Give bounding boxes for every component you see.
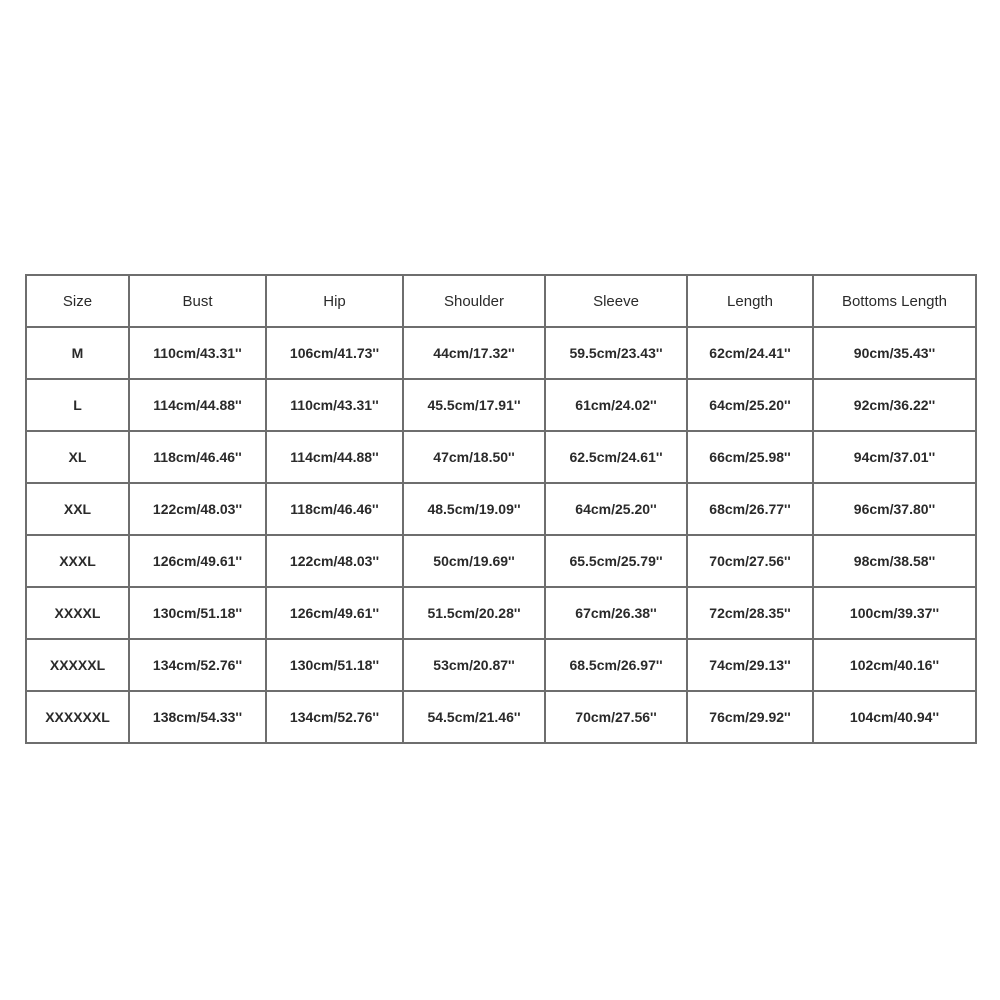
cell-shoulder: 47cm/18.50'' bbox=[403, 431, 545, 483]
cell-length: 68cm/26.77'' bbox=[687, 483, 813, 535]
cell-size: L bbox=[26, 379, 129, 431]
cell-bust: 130cm/51.18'' bbox=[129, 587, 266, 639]
cell-bottoms-length: 92cm/36.22'' bbox=[813, 379, 976, 431]
size-chart-body bbox=[26, 327, 976, 743]
header-bust: Bust bbox=[129, 275, 266, 327]
table-row bbox=[26, 587, 976, 639]
size-chart-header bbox=[26, 275, 976, 327]
header-hip: Hip bbox=[266, 275, 403, 327]
cell-hip: 114cm/44.88'' bbox=[266, 431, 403, 483]
cell-size: XL bbox=[26, 431, 129, 483]
cell-bust: 134cm/52.76'' bbox=[129, 639, 266, 691]
cell-length: 70cm/27.56'' bbox=[687, 535, 813, 587]
cell-shoulder: 44cm/17.32'' bbox=[403, 327, 545, 379]
cell-size: XXXXXXL bbox=[26, 691, 129, 743]
cell-shoulder: 51.5cm/20.28'' bbox=[403, 587, 545, 639]
cell-bust: 118cm/46.46'' bbox=[129, 431, 266, 483]
cell-length: 74cm/29.13'' bbox=[687, 639, 813, 691]
cell-sleeve: 59.5cm/23.43'' bbox=[545, 327, 687, 379]
cell-sleeve: 61cm/24.02'' bbox=[545, 379, 687, 431]
cell-hip: 130cm/51.18'' bbox=[266, 639, 403, 691]
cell-shoulder: 53cm/20.87'' bbox=[403, 639, 545, 691]
header-length: Length bbox=[687, 275, 813, 327]
cell-bottoms-length: 102cm/40.16'' bbox=[813, 639, 976, 691]
cell-bottoms-length: 104cm/40.94'' bbox=[813, 691, 976, 743]
cell-size: XXL bbox=[26, 483, 129, 535]
cell-length: 72cm/28.35'' bbox=[687, 587, 813, 639]
cell-bust: 126cm/49.61'' bbox=[129, 535, 266, 587]
cell-bust: 138cm/54.33'' bbox=[129, 691, 266, 743]
cell-bust: 122cm/48.03'' bbox=[129, 483, 266, 535]
cell-sleeve: 70cm/27.56'' bbox=[545, 691, 687, 743]
header-bottoms-length: Bottoms Length bbox=[813, 275, 976, 327]
cell-hip: 122cm/48.03'' bbox=[266, 535, 403, 587]
cell-size: XXXXL bbox=[26, 587, 129, 639]
cell-bottoms-length: 100cm/39.37'' bbox=[813, 587, 976, 639]
cell-length: 66cm/25.98'' bbox=[687, 431, 813, 483]
table-row bbox=[26, 379, 976, 431]
header-sleeve: Sleeve bbox=[545, 275, 687, 327]
cell-hip: 118cm/46.46'' bbox=[266, 483, 403, 535]
table-row bbox=[26, 483, 976, 535]
cell-shoulder: 45.5cm/17.91'' bbox=[403, 379, 545, 431]
table-row bbox=[26, 691, 976, 743]
cell-size: M bbox=[26, 327, 129, 379]
cell-sleeve: 67cm/26.38'' bbox=[545, 587, 687, 639]
cell-bottoms-length: 96cm/37.80'' bbox=[813, 483, 976, 535]
cell-bust: 114cm/44.88'' bbox=[129, 379, 266, 431]
cell-shoulder: 50cm/19.69'' bbox=[403, 535, 545, 587]
table-row bbox=[26, 327, 976, 379]
size-chart-table bbox=[25, 274, 977, 744]
cell-hip: 126cm/49.61'' bbox=[266, 587, 403, 639]
cell-sleeve: 64cm/25.20'' bbox=[545, 483, 687, 535]
cell-hip: 134cm/52.76'' bbox=[266, 691, 403, 743]
cell-bottoms-length: 90cm/35.43'' bbox=[813, 327, 976, 379]
table-row bbox=[26, 431, 976, 483]
cell-size: XXXL bbox=[26, 535, 129, 587]
header-shoulder: Shoulder bbox=[403, 275, 545, 327]
table-row bbox=[26, 535, 976, 587]
cell-length: 76cm/29.92'' bbox=[687, 691, 813, 743]
cell-bust: 110cm/43.31'' bbox=[129, 327, 266, 379]
cell-size: XXXXXL bbox=[26, 639, 129, 691]
cell-hip: 106cm/41.73'' bbox=[266, 327, 403, 379]
cell-shoulder: 48.5cm/19.09'' bbox=[403, 483, 545, 535]
cell-sleeve: 62.5cm/24.61'' bbox=[545, 431, 687, 483]
cell-sleeve: 68.5cm/26.97'' bbox=[545, 639, 687, 691]
cell-bottoms-length: 98cm/38.58'' bbox=[813, 535, 976, 587]
cell-length: 62cm/24.41'' bbox=[687, 327, 813, 379]
cell-sleeve: 65.5cm/25.79'' bbox=[545, 535, 687, 587]
header-size: Size bbox=[26, 275, 129, 327]
header-row bbox=[26, 275, 976, 327]
table-row bbox=[26, 639, 976, 691]
cell-bottoms-length: 94cm/37.01'' bbox=[813, 431, 976, 483]
cell-hip: 110cm/43.31'' bbox=[266, 379, 403, 431]
cell-length: 64cm/25.20'' bbox=[687, 379, 813, 431]
cell-shoulder: 54.5cm/21.46'' bbox=[403, 691, 545, 743]
